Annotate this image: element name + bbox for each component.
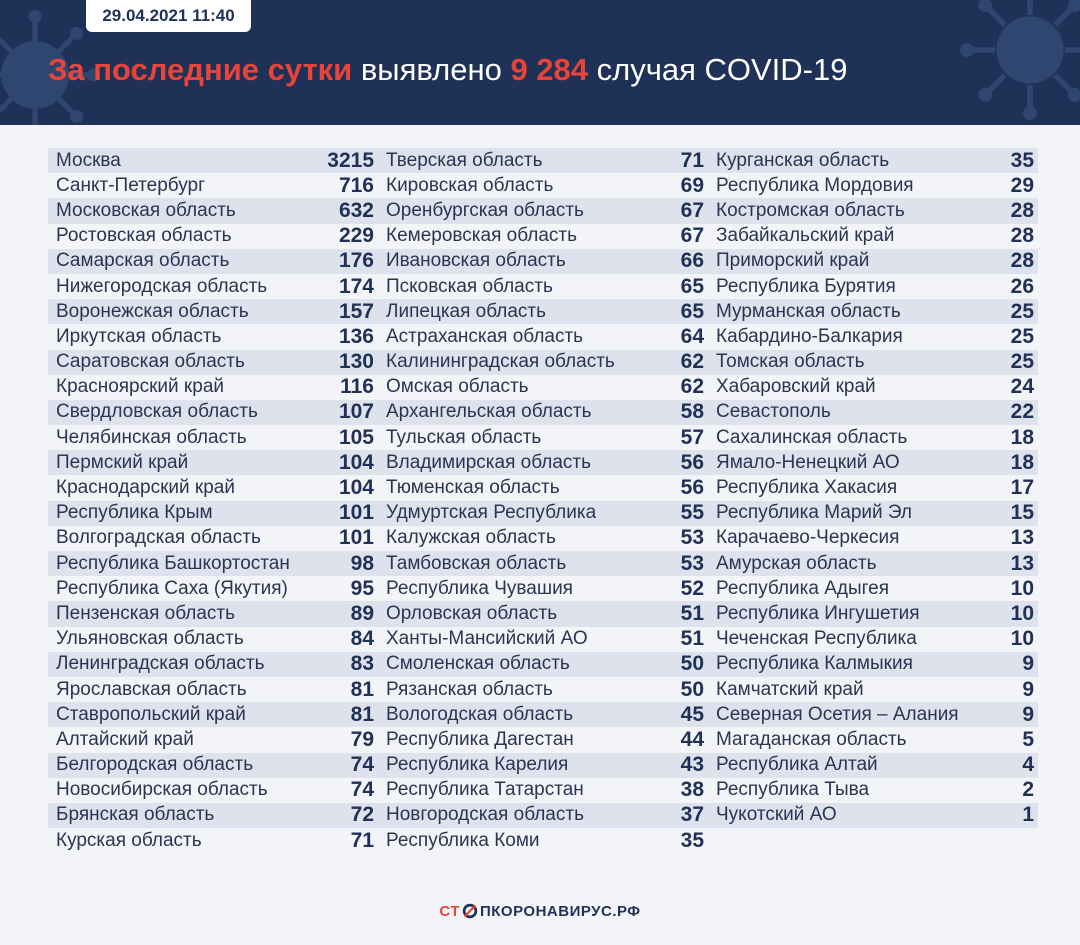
table-column-1 xyxy=(48,148,378,853)
region-name: Республика Адыгея xyxy=(716,577,889,599)
table-row xyxy=(48,501,378,526)
region-name: Республика Дагестан xyxy=(386,728,574,750)
table-row xyxy=(708,475,1038,500)
table-row xyxy=(378,400,708,425)
table-row xyxy=(378,753,708,778)
table-row xyxy=(378,526,708,551)
table-row xyxy=(708,324,1038,349)
table-row xyxy=(378,576,708,601)
table-row xyxy=(48,375,378,400)
table-row xyxy=(48,828,378,853)
region-name: Республика Саха (Якутия) xyxy=(56,577,288,599)
region-name: Амурская область xyxy=(716,552,877,574)
table-row xyxy=(48,173,378,198)
case-count: 57 xyxy=(680,425,704,449)
table-row xyxy=(378,274,708,299)
region-name: Псковская область xyxy=(386,275,553,297)
table-row xyxy=(708,501,1038,526)
case-count: 22 xyxy=(1010,400,1034,424)
case-count: 56 xyxy=(680,476,704,500)
case-count: 56 xyxy=(680,450,704,474)
table-row xyxy=(378,198,708,223)
region-name: Кировская область xyxy=(386,174,554,196)
case-count: 65 xyxy=(680,274,704,298)
headline-mid: выявлено xyxy=(352,52,511,87)
table-row xyxy=(708,375,1038,400)
case-count: 35 xyxy=(680,828,704,852)
region-name: Белгородская область xyxy=(56,754,254,776)
case-count: 5 xyxy=(1022,727,1034,751)
case-count: 53 xyxy=(680,526,704,550)
region-name: Тульская область xyxy=(386,426,542,448)
case-count: 38 xyxy=(680,778,704,802)
table-row xyxy=(48,803,378,828)
table-row xyxy=(378,350,708,375)
region-name: Курганская область xyxy=(716,149,890,171)
region-name: Саратовская область xyxy=(56,351,245,373)
table-row xyxy=(48,425,378,450)
case-count: 28 xyxy=(1010,249,1034,273)
region-name: Ставропольский край xyxy=(56,703,246,725)
case-count: 50 xyxy=(680,677,704,701)
case-count: 104 xyxy=(338,476,374,500)
region-name: Челябинская область xyxy=(56,426,247,448)
table-row xyxy=(48,249,378,274)
table-row xyxy=(378,652,708,677)
table-row xyxy=(48,601,378,626)
case-count: 51 xyxy=(680,627,704,651)
case-count: 79 xyxy=(350,727,374,751)
case-count: 81 xyxy=(350,677,374,701)
table-row xyxy=(378,475,708,500)
region-name: Ростовская область xyxy=(56,225,232,247)
table-row xyxy=(378,677,708,702)
headline-count: 9 284 xyxy=(510,52,589,87)
region-name: Москва xyxy=(56,149,121,171)
region-name: Тверская область xyxy=(386,149,543,171)
case-count: 67 xyxy=(680,224,704,248)
case-count: 25 xyxy=(1010,350,1034,374)
region-table xyxy=(48,148,1040,853)
table-row xyxy=(378,299,708,324)
case-count: 101 xyxy=(338,501,374,525)
region-name: Кабардино-Балкария xyxy=(716,325,903,347)
region-name: Пензенская область xyxy=(56,602,235,624)
region-name: Санкт-Петербург xyxy=(56,174,206,196)
case-count: 9 xyxy=(1022,702,1034,726)
table-row xyxy=(708,198,1038,223)
region-name: Оренбургская область xyxy=(386,199,584,221)
region-name: Республика Мордовия xyxy=(716,174,914,196)
case-count: 81 xyxy=(350,702,374,726)
table-row xyxy=(708,601,1038,626)
case-count: 98 xyxy=(350,551,374,575)
case-count: 71 xyxy=(350,828,374,852)
case-count: 72 xyxy=(350,803,374,827)
region-name: Камчатский край xyxy=(716,678,864,700)
virus-stop-icon xyxy=(461,902,479,920)
region-name: Республика Чувашия xyxy=(386,577,573,599)
region-name: Республика Марий Эл xyxy=(716,502,913,524)
table-column-3 xyxy=(708,148,1038,853)
table-row xyxy=(378,324,708,349)
table-row xyxy=(48,299,378,324)
region-name: Калужская область xyxy=(386,527,556,549)
case-count: 37 xyxy=(680,803,704,827)
region-name: Карачаево-Черкесия xyxy=(716,527,900,549)
headline-tail: случая COVID-19 xyxy=(588,52,848,87)
region-name: Волгоградская область xyxy=(56,527,261,549)
region-name: Московская область xyxy=(56,199,236,221)
table-row xyxy=(708,299,1038,324)
region-name: Орловская область xyxy=(386,602,558,624)
case-count: 136 xyxy=(338,324,374,348)
table-row xyxy=(708,702,1038,727)
table-row xyxy=(48,727,378,752)
table-row xyxy=(708,753,1038,778)
table-row xyxy=(378,803,708,828)
case-count: 18 xyxy=(1010,450,1034,474)
case-count: 13 xyxy=(1010,526,1034,550)
table-row xyxy=(378,778,708,803)
region-name: Краснодарский край xyxy=(56,477,235,499)
region-name: Смоленская область xyxy=(386,653,570,675)
case-count: 17 xyxy=(1010,476,1034,500)
table-row xyxy=(378,501,708,526)
region-name: Республика Башкортостан xyxy=(56,552,290,574)
case-count: 66 xyxy=(680,249,704,273)
table-row xyxy=(708,677,1038,702)
table-row xyxy=(708,727,1038,752)
region-name: Свердловская область xyxy=(56,401,258,423)
case-count: 52 xyxy=(680,576,704,600)
region-name: Приморский край xyxy=(716,250,870,272)
region-name: Мурманская область xyxy=(716,300,901,322)
table-row xyxy=(708,652,1038,677)
region-name: Чукотский АО xyxy=(716,804,837,826)
table-row xyxy=(708,224,1038,249)
case-count: 101 xyxy=(338,526,374,550)
case-count: 43 xyxy=(680,753,704,777)
region-name: Архангельская область xyxy=(386,401,592,423)
case-count: 4 xyxy=(1022,753,1034,777)
case-count: 67 xyxy=(680,198,704,222)
case-count: 69 xyxy=(680,173,704,197)
table-row xyxy=(378,224,708,249)
case-count: 58 xyxy=(680,400,704,424)
region-name: Рязанская область xyxy=(386,678,553,700)
logo-text-part2: ПКОРОНАВИРУС.РФ xyxy=(480,902,641,920)
table-row xyxy=(48,324,378,349)
case-count: 25 xyxy=(1010,324,1034,348)
case-count: 3215 xyxy=(327,148,374,172)
table-row xyxy=(48,627,378,652)
table-row xyxy=(708,274,1038,299)
table-row xyxy=(708,450,1038,475)
table-row xyxy=(378,702,708,727)
case-count: 44 xyxy=(680,727,704,751)
table-row xyxy=(48,778,378,803)
table-row xyxy=(378,148,708,173)
table-row xyxy=(48,350,378,375)
case-count: 174 xyxy=(338,274,374,298)
region-name: Хабаровский край xyxy=(716,376,876,398)
case-count: 71 xyxy=(680,148,704,172)
region-name: Томская область xyxy=(716,351,865,373)
region-name: Ханты-Мансийский АО xyxy=(386,628,588,650)
case-count: 74 xyxy=(350,778,374,802)
case-count: 116 xyxy=(340,375,374,399)
region-name: Удмуртская Республика xyxy=(386,502,597,524)
case-count: 10 xyxy=(1010,576,1034,600)
case-count: 10 xyxy=(1010,601,1034,625)
region-name: Республика Ингушетия xyxy=(716,602,920,624)
region-name: Сахалинская область xyxy=(716,426,908,448)
case-count: 28 xyxy=(1010,198,1034,222)
case-count: 2 xyxy=(1022,778,1034,802)
case-count: 24 xyxy=(1010,375,1034,399)
region-name: Тюменская область xyxy=(386,477,560,499)
region-name: Омская область xyxy=(386,376,529,398)
case-count: 53 xyxy=(680,551,704,575)
header-banner xyxy=(0,0,1080,125)
table-row xyxy=(708,551,1038,576)
case-count: 15 xyxy=(1010,501,1034,525)
region-name: Севастополь xyxy=(716,401,831,423)
region-name: Тамбовская область xyxy=(386,552,567,574)
virus-decoration-icon xyxy=(960,0,1080,120)
table-row xyxy=(378,425,708,450)
region-name: Ярославская область xyxy=(56,678,247,700)
case-count: 9 xyxy=(1022,677,1034,701)
region-name: Республика Карелия xyxy=(386,754,569,776)
case-count: 83 xyxy=(350,652,374,676)
table-row xyxy=(48,526,378,551)
case-count: 1 xyxy=(1022,803,1034,827)
table-row xyxy=(708,627,1038,652)
table-row xyxy=(378,601,708,626)
table-row xyxy=(48,677,378,702)
table-row xyxy=(48,198,378,223)
table-row xyxy=(378,249,708,274)
case-count: 157 xyxy=(338,299,374,323)
table-row xyxy=(708,400,1038,425)
headline-period: За последние сутки xyxy=(48,52,353,87)
region-name: Чеченская Республика xyxy=(716,628,917,650)
table-row xyxy=(708,778,1038,803)
case-count: 74 xyxy=(350,753,374,777)
region-name: Республика Хакасия xyxy=(716,477,898,499)
logo-text-part1: СТ xyxy=(439,902,460,920)
region-name: Калининградская область xyxy=(386,351,615,373)
table-row xyxy=(48,652,378,677)
case-count: 176 xyxy=(338,249,374,273)
case-count: 64 xyxy=(680,324,704,348)
case-count: 107 xyxy=(338,400,374,424)
table-row xyxy=(48,702,378,727)
case-count: 89 xyxy=(350,601,374,625)
region-name: Забайкальский край xyxy=(716,225,895,247)
table-row xyxy=(48,148,378,173)
region-name: Брянская область xyxy=(56,804,215,826)
table-row xyxy=(708,526,1038,551)
table-row xyxy=(378,173,708,198)
region-name: Липецкая область xyxy=(386,300,547,322)
case-count: 35 xyxy=(1010,148,1034,172)
table-row xyxy=(708,249,1038,274)
region-name: Алтайский край xyxy=(56,728,194,750)
table-row xyxy=(708,803,1038,828)
table-row xyxy=(48,475,378,500)
region-name: Новосибирская область xyxy=(56,779,268,801)
table-row xyxy=(48,753,378,778)
case-count: 62 xyxy=(680,350,704,374)
region-name: Курская область xyxy=(56,829,202,851)
case-count: 62 xyxy=(680,375,704,399)
table-row xyxy=(708,425,1038,450)
region-name: Республика Коми xyxy=(386,829,540,851)
case-count: 45 xyxy=(680,702,704,726)
case-count: 51 xyxy=(680,601,704,625)
case-count: 65 xyxy=(680,299,704,323)
case-count: 10 xyxy=(1010,627,1034,651)
case-count: 9 xyxy=(1022,652,1034,676)
region-name: Ленинградская область xyxy=(56,653,265,675)
case-count: 26 xyxy=(1010,274,1034,298)
case-count: 105 xyxy=(338,425,374,449)
region-name: Северная Осетия – Алания xyxy=(716,703,959,725)
region-name: Новгородская область xyxy=(386,804,584,826)
case-count: 716 xyxy=(338,173,374,197)
region-name: Красноярский край xyxy=(56,376,224,398)
region-name: Республика Татарстан xyxy=(386,779,584,801)
case-count: 229 xyxy=(338,224,374,248)
case-count: 25 xyxy=(1010,299,1034,323)
case-count: 104 xyxy=(338,450,374,474)
case-count: 55 xyxy=(680,501,704,525)
table-row xyxy=(378,450,708,475)
case-count: 632 xyxy=(338,198,374,222)
table-row xyxy=(48,576,378,601)
case-count: 13 xyxy=(1010,551,1034,575)
footer-logo xyxy=(0,902,1080,920)
region-name: Республика Крым xyxy=(56,502,213,524)
region-name: Вологодская область xyxy=(386,703,574,725)
table-column-2 xyxy=(378,148,708,853)
table-row xyxy=(378,627,708,652)
region-name: Пермский край xyxy=(56,451,189,473)
region-name: Нижегородская область xyxy=(56,275,268,297)
table-row xyxy=(378,727,708,752)
headline xyxy=(48,52,848,88)
table-row xyxy=(708,576,1038,601)
region-name: Костромская область xyxy=(716,199,905,221)
region-name: Республика Калмыкия xyxy=(716,653,913,675)
table-row xyxy=(48,551,378,576)
case-count: 50 xyxy=(680,652,704,676)
case-count: 130 xyxy=(338,350,374,374)
region-name: Иркутская область xyxy=(56,325,222,347)
region-name: Владимирская область xyxy=(386,451,591,473)
table-row xyxy=(378,375,708,400)
region-name: Магаданская область xyxy=(716,728,907,750)
case-count: 84 xyxy=(350,627,374,651)
case-count: 29 xyxy=(1010,173,1034,197)
table-row xyxy=(378,828,708,853)
region-name: Самарская область xyxy=(56,250,230,272)
region-name: Ямало-Ненецкий АО xyxy=(716,451,900,473)
region-name: Республика Алтай xyxy=(716,754,878,776)
table-row xyxy=(708,148,1038,173)
region-name: Астраханская область xyxy=(386,325,584,347)
table-row xyxy=(708,173,1038,198)
date-badge: 29.04.2021 11:40 xyxy=(86,0,251,32)
table-row xyxy=(708,350,1038,375)
region-name: Воронежская область xyxy=(56,300,249,322)
region-name: Ивановская область xyxy=(386,250,566,272)
table-row xyxy=(378,551,708,576)
case-count: 95 xyxy=(350,576,374,600)
region-name: Республика Тыва xyxy=(716,779,870,801)
region-name: Ульяновская область xyxy=(56,628,244,650)
table-row xyxy=(48,450,378,475)
table-row xyxy=(48,400,378,425)
region-name: Республика Бурятия xyxy=(716,275,896,297)
region-name: Кемеровская область xyxy=(386,225,577,247)
case-count: 28 xyxy=(1010,224,1034,248)
case-count: 18 xyxy=(1010,425,1034,449)
table-row xyxy=(48,274,378,299)
table-row xyxy=(48,224,378,249)
